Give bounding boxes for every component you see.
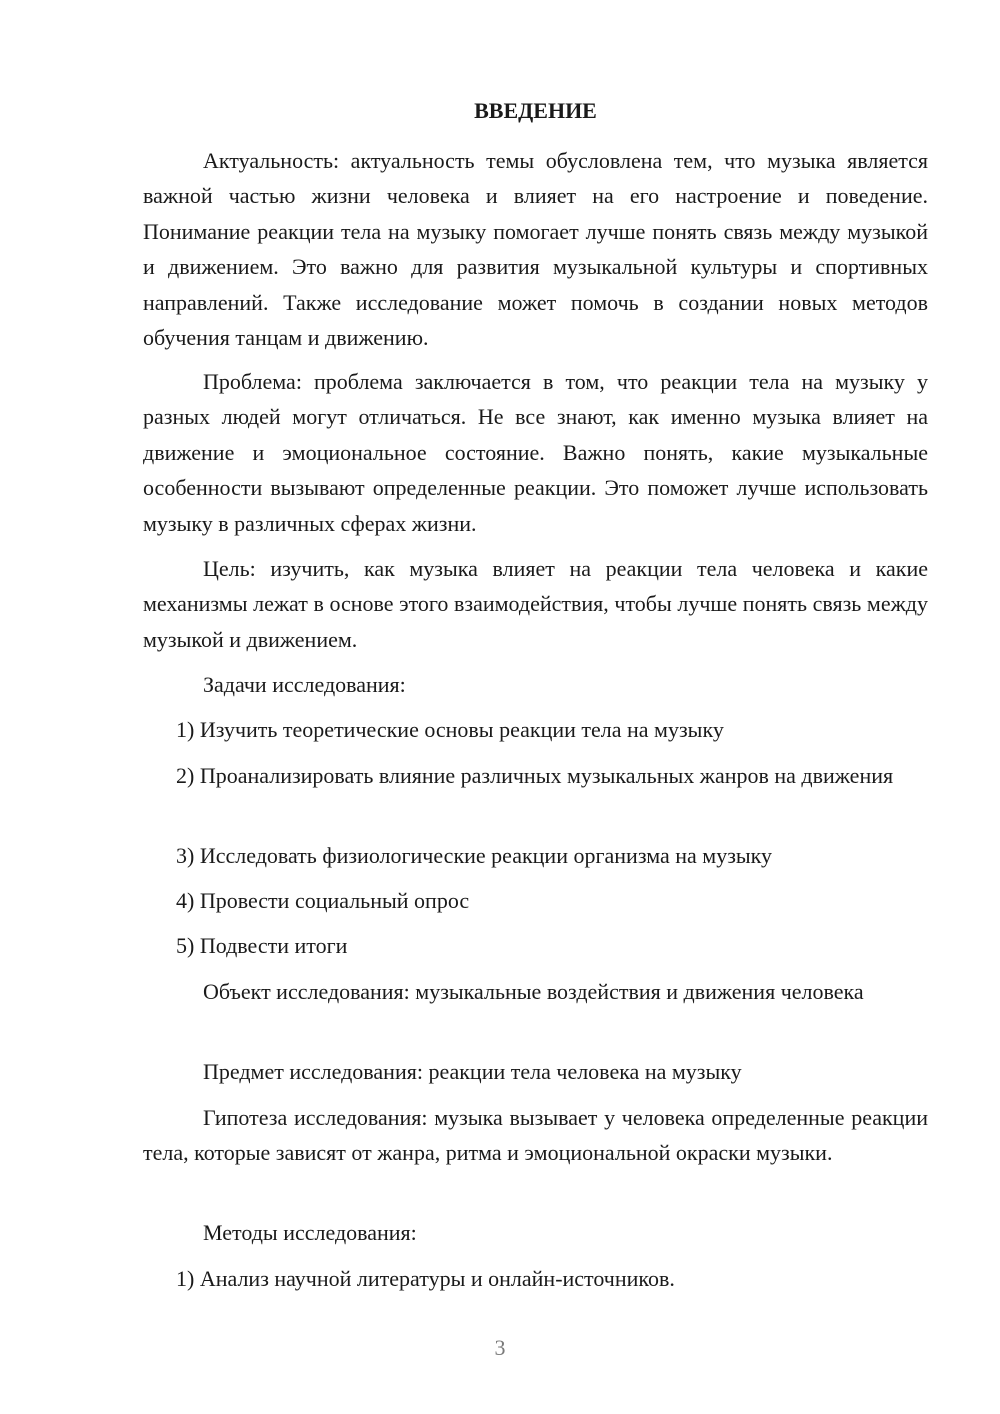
methods-title: Методы исследования: <box>203 1220 417 1245</box>
subject-paragraph: Предмет исследования: реакции тела человека на музыку <box>203 1059 742 1084</box>
problem-paragraph: Проблема: проблема заключается в том, что реакции тела на музыку у разных людей могут отличаться. Не все знают, как именно музыка влияет на движение и эмоциональное состояние. Важно понять, какие музыкальные особенности вызывают определенные реакции. Это поможет лучше использовать музыку в различных сферах жизни. <box>143 369 928 536</box>
page-number: 3 <box>494 1335 506 1360</box>
task-item-4: 4) Провести социальный опрос <box>176 888 470 913</box>
tasks-title: Задачи исследования: <box>203 672 406 697</box>
goal-paragraph: Цель: изучить, как музыка влияет на реакции тела человека и какие механизмы лежат в основе этого взаимодействия, чтобы лучше понять связь между музыкой и движением. <box>143 556 928 652</box>
hypothesis-paragraph: Гипотеза исследования: музыка вызывает у человека определенные реакции тела, которые зависят от жанра, ритма и эмоциональной окраски музыки. <box>143 1105 928 1166</box>
section-heading: ВВЕДЕНИЕ <box>474 98 597 123</box>
object-paragraph: Объект исследования: музыкальные воздействия и движения человека <box>203 979 864 1004</box>
task-item-2: 2) Проанализировать влияние различных музыкальных жанров на движения <box>176 763 894 788</box>
task-item-1: 1) Изучить теоретические основы реакции тела на музыку <box>176 717 724 742</box>
task-item-5: 5) Подвести итоги <box>176 933 348 958</box>
method-item-1: 1) Анализ научной литературы и онлайн-источников. <box>176 1266 675 1291</box>
task-item-3: 3) Исследовать физиологические реакции организма на музыку <box>176 843 773 868</box>
relevance-paragraph: Актуальность: актуальность темы обусловлена тем, что музыка является важной частью жизни человека и влияет на его настроение и поведение. Понимание реакции тела на музыку помогает лучше понять связь между музыкой и движением. Это важно для развития музыкальной культуры и спортивных направлений. Также исследование может помочь в создании новых методов обучения танцам и движению. <box>143 148 928 351</box>
